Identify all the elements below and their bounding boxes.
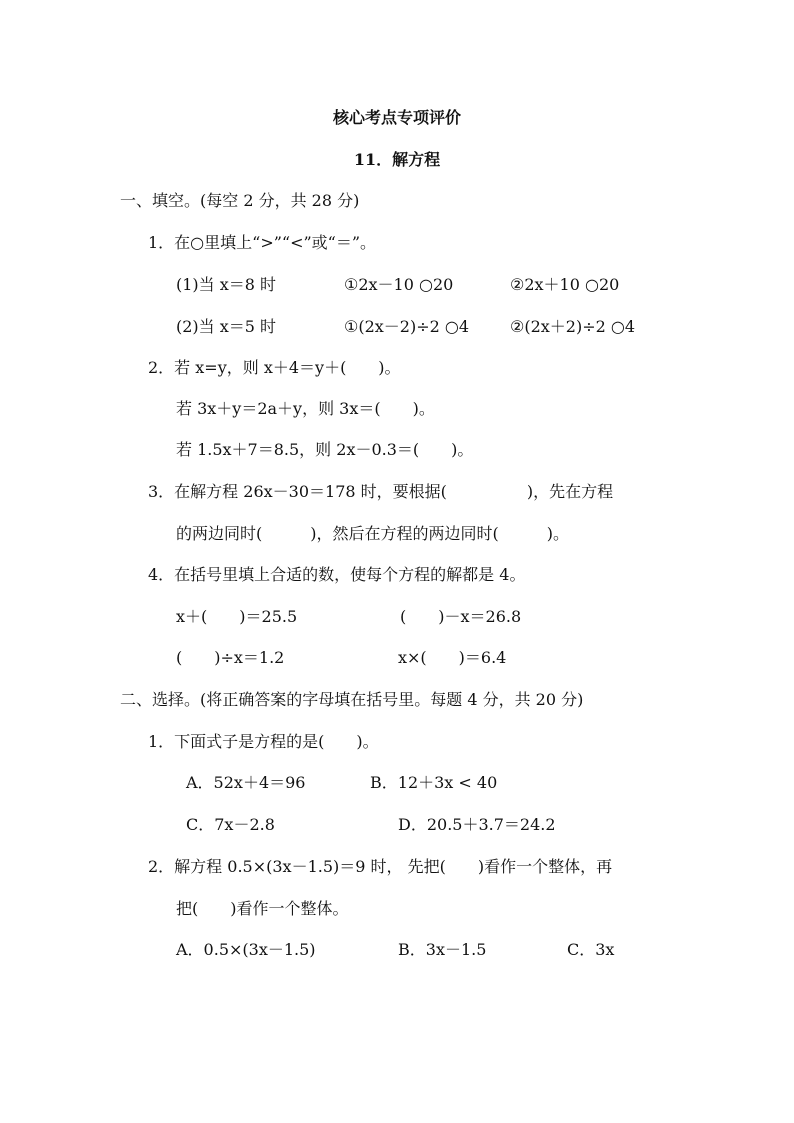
question-1-row1-a: ①2x－10 ○20 xyxy=(344,275,454,294)
question-1-row1-condition: (1)当 x＝8 时 xyxy=(176,275,277,294)
section-heading-fill-blank: 一、填空。(每空 2 分，共 28 分) xyxy=(120,191,360,210)
question-2-line1: 2．若 x=y，则 x＋4＝y＋( )。 xyxy=(148,358,401,377)
question-4-eq-b: ( )－x＝26.8 xyxy=(400,607,522,626)
question-1-stem: 1．在○里填上“>”“<”或“＝”。 xyxy=(148,233,377,252)
choice-1-option-c: C．7x－2.8 xyxy=(186,815,275,834)
question-4-eq-d: x×( )＝6.4 xyxy=(398,648,507,667)
question-1-row1-b: ②2x＋10 ○20 xyxy=(510,275,620,294)
choice-1-option-b: B．12＋3x < 40 xyxy=(370,773,498,792)
question-4-eq-c: ( )÷x＝1.2 xyxy=(176,648,285,667)
choice-1-stem: 1．下面式子是方程的是( )。 xyxy=(148,732,379,751)
choice-1-option-a: A．52x＋4＝96 xyxy=(186,773,306,792)
question-2-line2: 若 3x＋y＝2a＋y，则 3x＝( )。 xyxy=(176,399,435,418)
question-4-stem: 4．在括号里填上合适的数，使每个方程的解都是 4。 xyxy=(148,565,526,584)
question-1-row2-a: ①(2x－2)÷2 ○4 xyxy=(344,317,470,336)
question-2-line3: 若 1.5x＋7＝8.5，则 2x－0.3＝( )。 xyxy=(176,440,474,459)
choice-1-option-d: D．20.5＋3.7＝24.2 xyxy=(398,815,556,834)
question-1-row2-condition: (2)当 x＝5 时 xyxy=(176,317,277,336)
choice-2-option-a: A．0.5×(3x－1.5) xyxy=(176,940,316,959)
choice-2-option-c: C．3x xyxy=(567,940,615,959)
section-heading-choice: 二、选择。(将正确答案的字母填在括号里。每题 4 分，共 20 分) xyxy=(120,690,584,709)
question-4-eq-a: x＋( )＝25.5 xyxy=(176,607,298,626)
choice-2-line1: 2．解方程 0.5×(3x－1.5)＝9 时， 先把( )看作一个整体，再 xyxy=(148,857,613,876)
choice-2-option-b: B．3x－1.5 xyxy=(398,940,487,959)
page-title: 核心考点专项评价 xyxy=(332,108,461,127)
choice-2-line2: 把( )看作一个整体。 xyxy=(176,899,349,918)
page-subtitle: 11．解方程 xyxy=(353,150,441,169)
question-3-line1: 3．在解方程 26x－30＝178 时，要根据( )，先在方程 xyxy=(148,482,614,501)
question-1-row2-b: ②(2x＋2)÷2 ○4 xyxy=(510,317,636,336)
question-3-line2: 的两边同时( )，然后在方程的两边同时( )。 xyxy=(176,524,569,543)
